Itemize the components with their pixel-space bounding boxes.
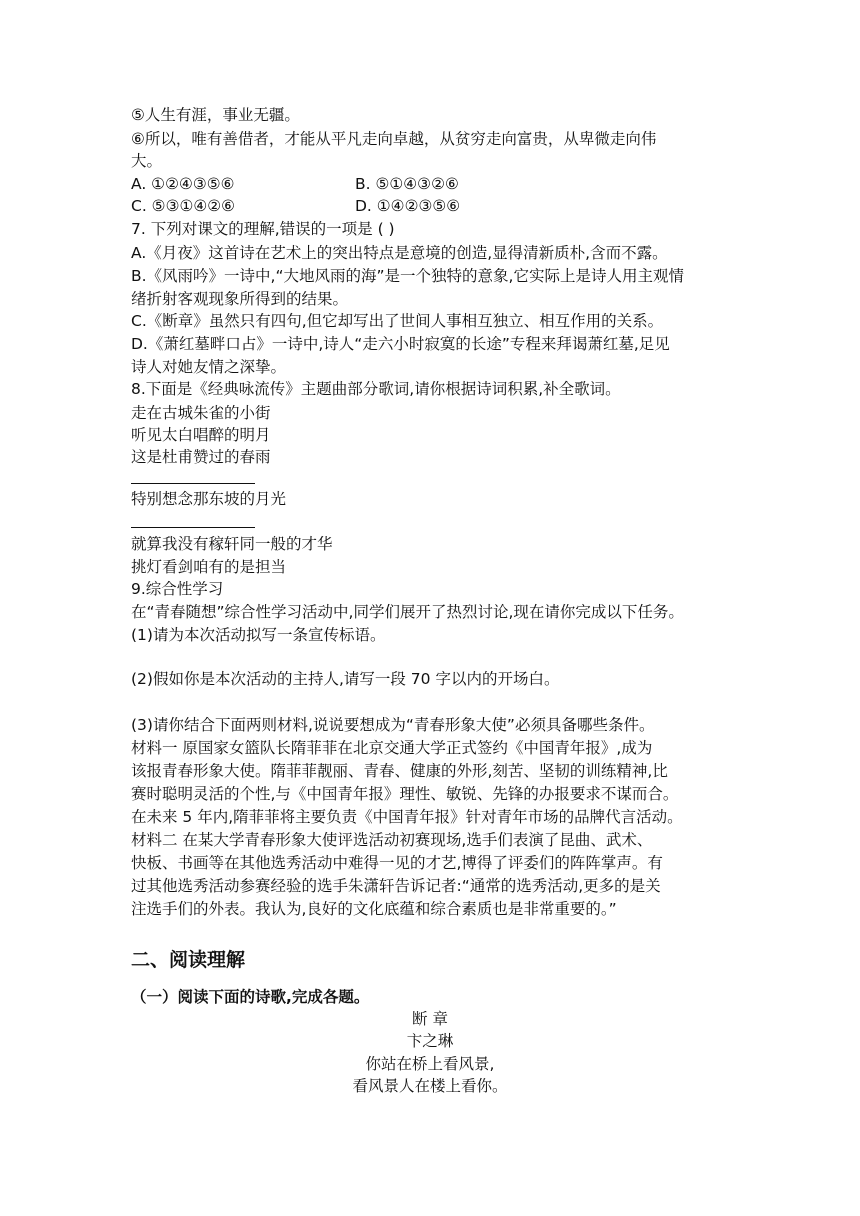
q7-option-b-line2: 绪折射客观现象所得到的结果。 (131, 290, 349, 308)
subsection-heading: （一）阅读下面的诗歌,完成各题。 (131, 988, 370, 1006)
section-heading: 二、阅读理解 (131, 949, 246, 971)
task-2: (2)假如你是本次活动的主持人,请写一段 70 字以内的开场白。 (131, 670, 560, 688)
sentence-6-line1: ⑥所以，唯有善借者，才能从平凡走向卓越，从贫穷走向富贵，从卑微走向伟 (131, 130, 657, 148)
poem-title: 断 章 (412, 1010, 448, 1028)
sentence-5: ⑤人生有涯，事业无疆。 (131, 106, 300, 124)
material-1-line1: 材料一 原国家女篮队长隋菲菲在北京交通大学正式签约《中国青年报》,成为 (131, 739, 653, 757)
material-2-line1: 材料二 在某大学青春形象大使评选活动初赛现场,选手们表演了昆曲、武术、 (131, 831, 653, 849)
option-c: C. ⑤③①④②⑥ (131, 197, 236, 215)
material-2-line2: 快板、书画等在其他选秀活动中难得一见的才艺,博得了评委们的阵阵掌声。有 (131, 854, 663, 872)
poem-line: 你站在桥上看风景, (365, 1055, 495, 1073)
task-3: (3)请你结合下面两则材料,说说要想成为“青春形象大使”必须具备哪些条件。 (131, 716, 655, 734)
q7-option-d-line2: 诗人对她友情之深挚。 (131, 358, 287, 376)
question-9-title: 9.综合性学习 (131, 580, 224, 598)
fill-blank-2[interactable] (131, 527, 255, 528)
question-8-stem: 8.下面是《经典咏流传》主题曲部分歌词,请你根据诗词积累,补全歌词。 (131, 380, 621, 398)
fill-blank-1[interactable] (131, 483, 255, 484)
lyric-line: 听见太白唱醉的明月 (131, 426, 271, 444)
material-2-line4: 注选手们的外表。我认为,良好的文化底蕴和综合素质也是非常重要的。” (131, 900, 617, 918)
option-b: B. ⑤①④③②⑥ (355, 175, 459, 193)
material-1-line4: 在未来 5 年内,隋菲菲将主要负责《中国青年报》针对青年市场的品牌代言活动。 (131, 808, 683, 826)
lyric-line: 走在古城朱雀的小街 (131, 404, 271, 422)
option-d: D. ①④②③⑤⑥ (355, 197, 461, 215)
question-9-intro: 在“青春随想”综合性学习活动中,同学们展开了热烈讨论,现在请你完成以下任务。 (131, 603, 684, 621)
material-2-line3: 过其他选秀活动参赛经验的选手朱潇轩告诉记者:“通常的选秀活动,更多的是关 (131, 877, 661, 895)
q7-option-c: C.《断章》虽然只有四句,但它却写出了世间人事相互独立、相互作用的关系。 (131, 312, 664, 330)
option-a: A. ①②④③⑤⑥ (131, 175, 235, 193)
lyric-line: 这是杜甫赞过的春雨 (131, 448, 271, 466)
q7-option-b-line1: B.《风雨吟》一诗中,“大地风雨的海”是一个独特的意象,它实际上是诗人用主观情 (131, 267, 684, 285)
lyric-line: 特别想念那东坡的月光 (131, 490, 287, 508)
task-1: (1)请为本次活动拟写一条宣传标语。 (131, 626, 386, 644)
sentence-6-line2: 大。 (131, 152, 163, 170)
q7-option-d-line1: D.《萧红墓畔口占》一诗中,诗人“走六小时寂寞的长途”专程来拜谒萧红墓,足见 (131, 335, 670, 353)
q7-option-a: A.《月夜》这首诗在艺术上的突出特点是意境的创造,显得清新质朴,含而不露。 (131, 244, 668, 262)
material-1-line2: 该报青春形象大使。隋菲菲靓丽、青春、健康的外形,刻苦、坚韧的训练精神,比 (131, 762, 668, 780)
question-7-stem: 7. 下列对课文的理解,错误的一项是 ( ) (131, 220, 395, 238)
lyric-line: 就算我没有稼轩同一般的才华 (131, 535, 333, 553)
lyric-line: 挑灯看剑咱有的是担当 (131, 558, 287, 576)
poem-author: 卞之琳 (406, 1032, 454, 1050)
material-1-line3: 赛时聪明灵活的个性,与《中国青年报》理性、敏锐、先锋的办报要求不谋而合。 (131, 785, 679, 803)
poem-line: 看风景人在楼上看你。 (352, 1077, 508, 1095)
